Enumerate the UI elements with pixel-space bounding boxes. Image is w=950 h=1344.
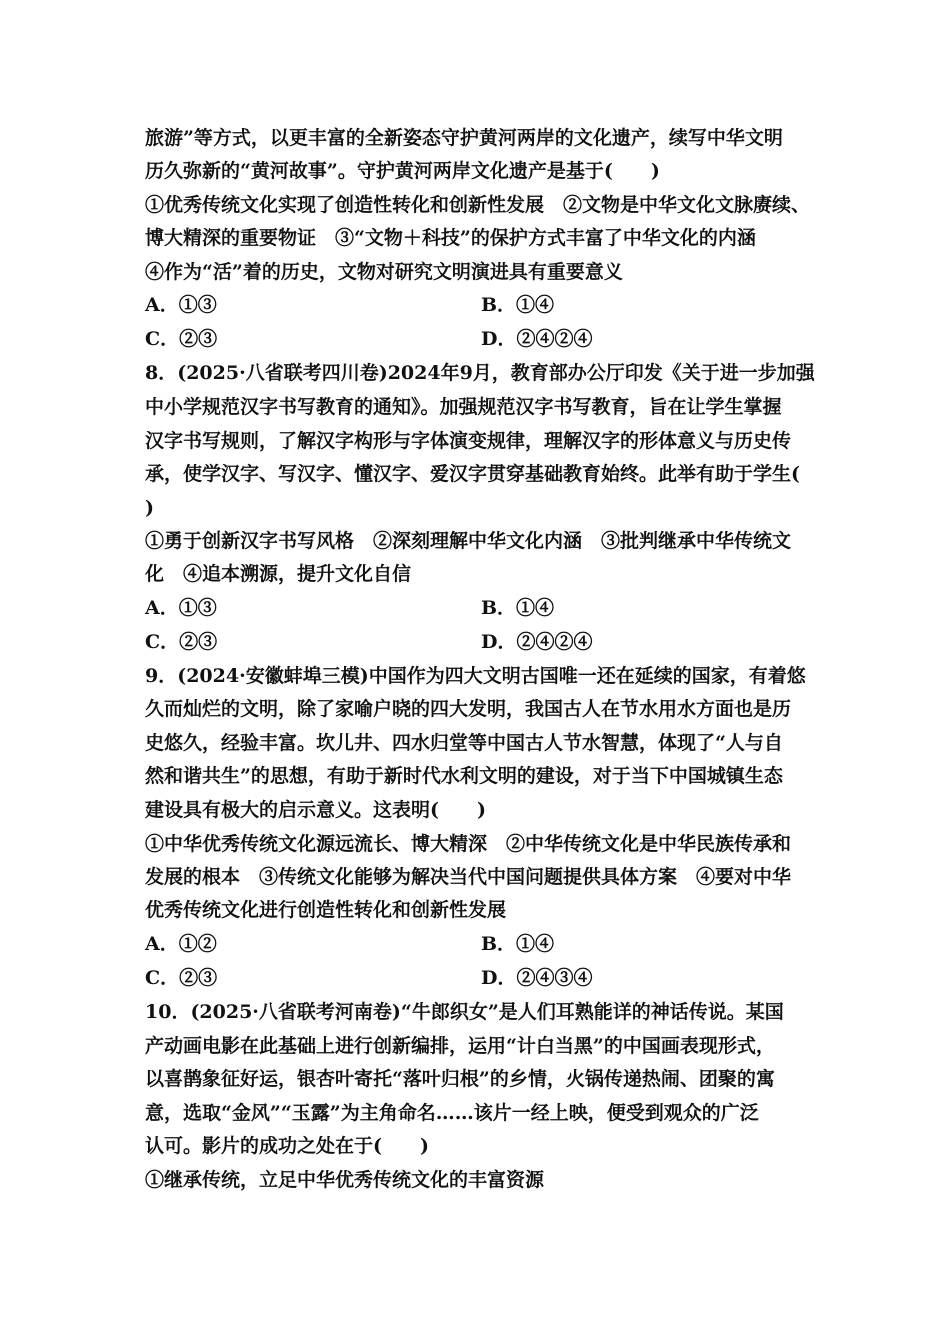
q9-option-d[interactable]: D．②④③④ (481, 967, 593, 989)
q8-stem-line-1: 8．(2025·八省联考四川卷)2024年9月，教育部办公厅印发《关于进一步加强 (145, 362, 815, 384)
q9-statement-line-3: 优秀传统文化进行创造性转化和创新性发展 (145, 899, 507, 921)
q10-stem-line-4: 意，选取“金风”“玉露”为主角命名……该片一经上映，便受到观众的广泛 (145, 1102, 759, 1124)
q8-stem-line-3: 汉字书写规则，了解汉字构形与字体演变规律，理解汉字的形体意义与历史传 (145, 430, 792, 452)
q8-statement-line-2: 化 ④追本溯源，提升文化自信 (145, 563, 412, 585)
q8-statement-line-1: ①勇于创新汉字书写风格 ②深刻理解中华文化内涵 ③批判继承中华传统文 (145, 530, 792, 552)
q9-stem-line-3: 史悠久，经验丰富。坎儿井、四水归堂等中国古人节水智慧，体现了“人与自 (145, 732, 783, 754)
q9-stem-line-5: 建设具有极大的启示意义。这表明( ) (145, 799, 486, 821)
q10-stem-line-2: 产动画电影在此基础上进行创新编排，运用“计白当黑”的中国画表现形式， (145, 1035, 775, 1057)
q8-option-b[interactable]: B．①④ (481, 597, 555, 619)
q8-option-a[interactable]: A．①③ (145, 597, 217, 619)
q7-option-d[interactable]: D．②④②④ (481, 328, 593, 350)
q8-option-d[interactable]: D．②④②④ (481, 631, 593, 653)
q9-statement-line-1: ①中华优秀传统文化源远流长、博大精深 ②中华传统文化是中华民族传承和 (145, 833, 792, 855)
q9-statement-line-2: 发展的根本 ③传统文化能够为解决当代中国问题提供具体方案 ④要对中华 (145, 866, 792, 888)
q7-statement-line-1: ①优秀传统文化实现了创造性转化和创新性发展 ②文物是中华文化文脉赓续、 (145, 194, 811, 216)
q9-stem-line-2: 久而灿烂的文明，除了家喻户晓的四大发明，我国古人在节水用水方面也是历 (145, 698, 792, 720)
q8-option-c[interactable]: C．②③ (145, 631, 218, 653)
q7-option-a[interactable]: A．①③ (145, 294, 217, 316)
q7-statement-line-2: 博大精深的重要物证 ③“文物＋科技”的保护方式丰富了中华文化的内涵 (145, 227, 756, 249)
q9-option-c[interactable]: C．②③ (145, 967, 218, 989)
q10-statement-line-1: ①继承传统，立足中华优秀传统文化的丰富资源 (145, 1169, 545, 1191)
q10-stem-line-3: 以喜鹊象征好运，银杏叶寄托“落叶归根”的乡情，火锅传递热闹、团聚的寓 (145, 1068, 775, 1090)
q10-stem-line-5: 认可。影片的成功之处在于( ) (145, 1135, 429, 1157)
q8-stem-line-5: ) (145, 497, 154, 519)
q9-option-a[interactable]: A．①② (145, 933, 217, 955)
q7-option-b[interactable]: B．①④ (481, 294, 555, 316)
q7-stem-line-1: 旅游”等方式，以更丰富的全新姿态守护黄河两岸的文化遗产，续写中华文明 (145, 127, 783, 149)
q10-stem-line-1: 10．(2025·八省联考河南卷)“牛郎织女”是人们耳熟能详的神话传说。某国 (145, 1001, 784, 1023)
q9-stem-line-1: 9．(2024·安徽蚌埠三模)中国作为四大文明古国唯一还在延续的国家，有着悠 (145, 665, 806, 687)
q9-option-b[interactable]: B．①④ (481, 933, 555, 955)
q7-stem-line-2: 历久弥新的“黄河故事”。守护黄河两岸文化遗产是基于( ) (145, 160, 660, 182)
q7-statement-line-3: ④作为“活”着的历史，文物对研究文明演进具有重要意义 (145, 261, 623, 283)
q8-stem-line-2: 中小学规范汉字书写教育的通知》。加强规范汉字书写教育，旨在让学生掌握 (145, 396, 782, 418)
q7-option-c[interactable]: C．②③ (145, 328, 218, 350)
q9-stem-line-4: 然和谐共生”的思想，有助于新时代水利文明的建设，对于当下中国城镇生态 (145, 765, 783, 787)
q8-stem-line-4: 承，使学汉字、写汉字、懂汉字、爱汉字贯穿基础教育始终。此举有助于学生( (145, 463, 800, 485)
